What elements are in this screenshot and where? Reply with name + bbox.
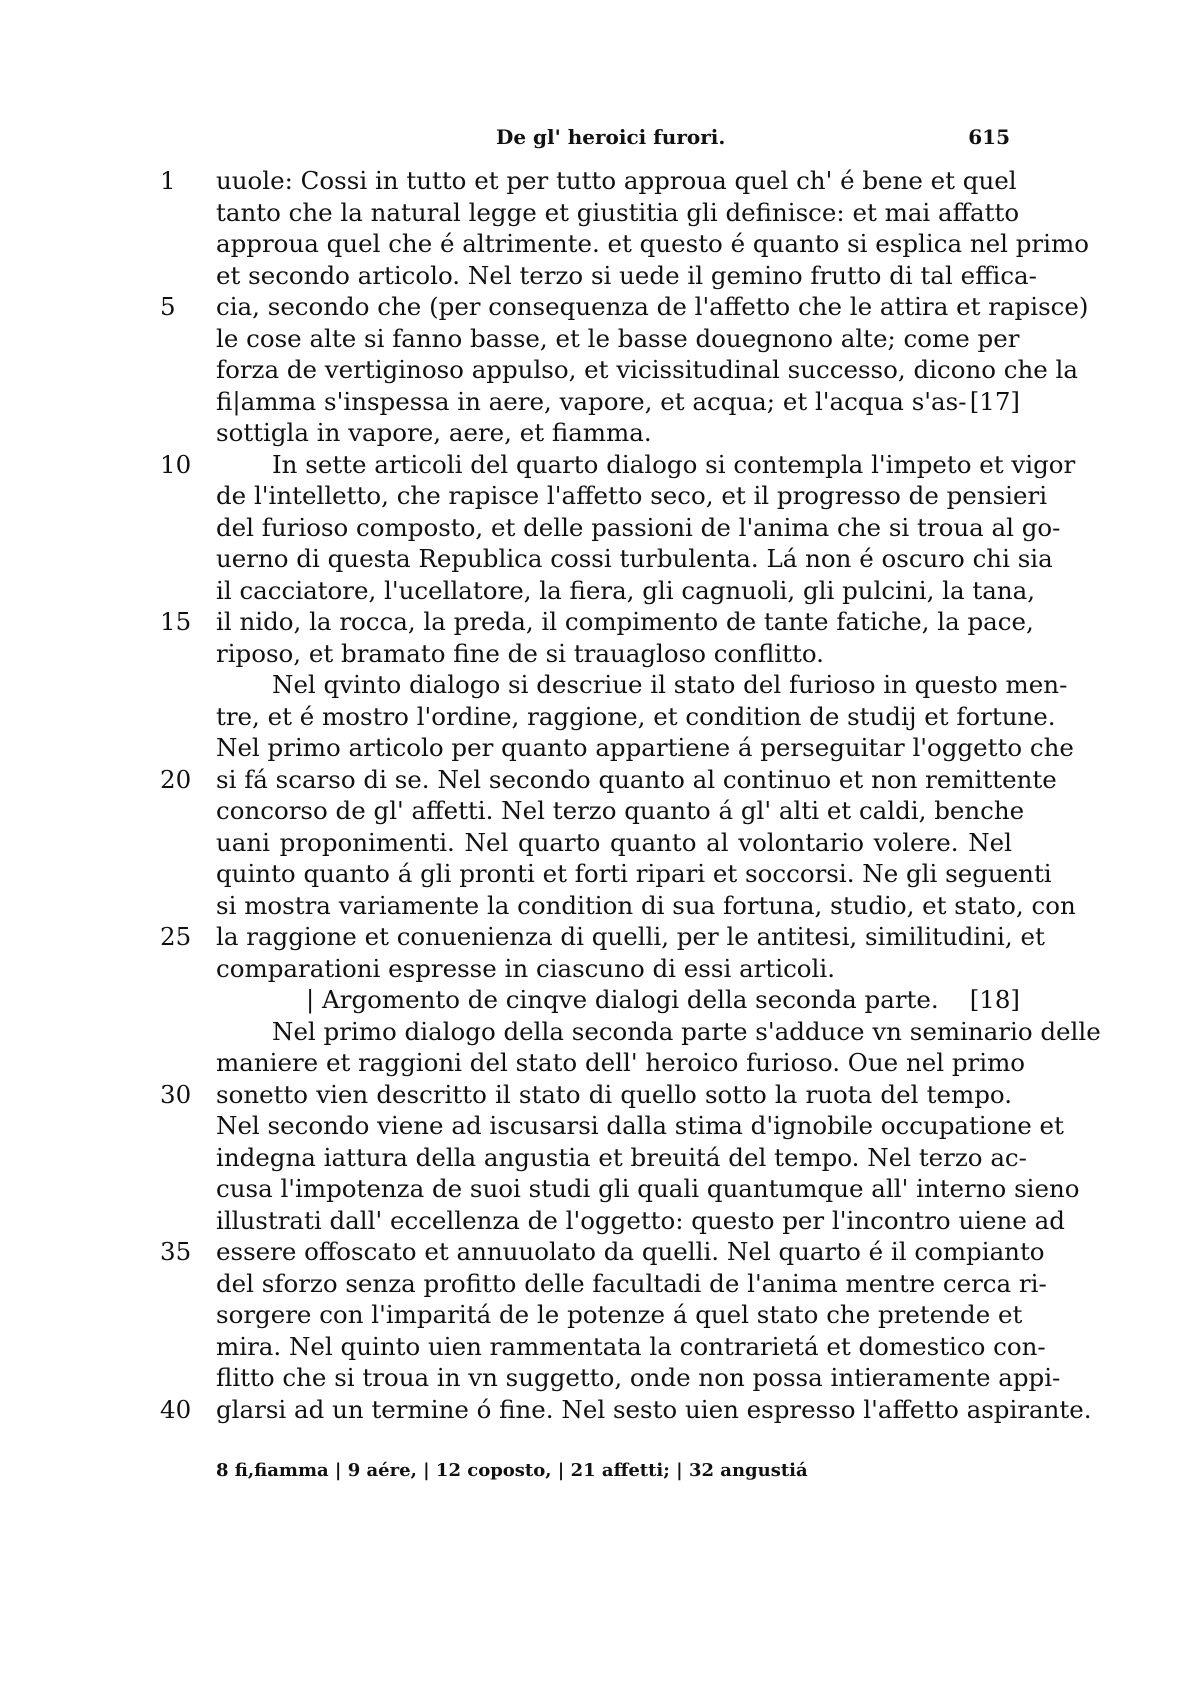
body-text	[160, 165, 1101, 1425]
line-text: forza de vertiginoso appulso, et vicissitudinal successo, dicono che la	[216, 355, 1078, 384]
footnotes: 8 fi,fiamma | 9 aére, | 12 coposto, | 21 affetti; | 32 angustiá	[216, 1460, 808, 1481]
line-text: Nel primo articolo per quanto appartiene á perseguitar l'oggetto che	[216, 733, 1074, 762]
line-text: Nel primo dialogo della seconda parte s'adduce vn seminario delle	[272, 1016, 1101, 1046]
line-text: del sforzo senza profitto delle facultadi de l'anima mentre cerca ri-	[216, 1268, 1047, 1298]
page-number: 615	[968, 125, 1010, 149]
line-text: uuole: Cossi in tutto et per tutto approua quel ch' é bene et quel	[216, 166, 1017, 195]
line-text: si fá scarso di se. Nel secondo quanto al continuo et non remittente	[216, 764, 1057, 794]
line-text: sorgere con l'imparitá de le potenze á quel stato che pretende et	[216, 1300, 1023, 1329]
text-line	[160, 921, 1045, 953]
line-number: 40	[160, 1394, 192, 1424]
text-line	[160, 701, 1056, 733]
line-number: 10	[160, 449, 192, 479]
line-text: comparationi espresse in ciascuno di essi articoli.	[216, 953, 836, 983]
text-line	[160, 1331, 1046, 1363]
text-line	[160, 1205, 1065, 1237]
text-line	[160, 1079, 1020, 1111]
line-text: cia, secondo che (per consequenza de l'affetto che le attira et rapisce)	[216, 292, 1089, 321]
text-line	[160, 354, 1078, 386]
text-line	[160, 669, 1068, 701]
line-number: 1	[160, 166, 176, 195]
line-number: 5	[160, 292, 176, 321]
text-line	[160, 228, 1089, 260]
line-text: In sette articoli del quarto dialogo si contempla l'impeto et vigor	[272, 449, 1076, 479]
section-heading: | Argomento de cinqve dialogi della seconda parte.	[306, 985, 939, 1014]
running-header	[210, 121, 1010, 155]
line-text: maniere et raggioni del stato dell' heroico furioso. Oue nel primo	[216, 1048, 1026, 1077]
line-text: riposo, et bramato fine de si trauagloso conflitto.	[216, 638, 824, 668]
line-text: glarsi ad un termine ó fine. Nel sesto uien espresso l'affetto aspirante.	[216, 1394, 1092, 1424]
text-line	[160, 543, 1053, 575]
line-number: 20	[160, 764, 192, 794]
text-line	[160, 260, 1037, 292]
line-text: sottigla in vapore, aere, et fiamma.	[216, 418, 652, 447]
text-line	[160, 1362, 1061, 1394]
running-title: De gl' heroici furori.	[496, 125, 726, 149]
text-line	[160, 575, 1036, 607]
text-line	[160, 197, 1020, 229]
line-text: tanto che la natural legge et giustitia gli definisce: et mai affatto	[216, 197, 1020, 227]
text-line	[160, 606, 1034, 638]
line-text: de l'intelletto, che rapisce l'affetto seco, et il progresso de pensieri	[216, 481, 1048, 510]
text-line	[160, 732, 1074, 764]
text-line	[160, 827, 1020, 859]
line-text: indegna iattura della angustia et breuitá del tempo. Nel terzo ac-	[216, 1142, 1027, 1172]
line-text: illustrati dall' eccellenza de l'oggetto: questo per l'incontro uiene ad	[216, 1205, 1065, 1235]
line-number: 30	[160, 1079, 192, 1109]
line-text: approua quel che é altrimente. et questo é quanto si esplica nel primo	[216, 229, 1089, 258]
text-line	[160, 449, 1076, 481]
line-text: et secondo articolo. Nel terzo si uede il gemino frutto di tal effica-	[216, 260, 1037, 290]
line-text: fi|amma s'inspessa in aere, vapore, et acqua; et l'acqua s'as-	[216, 386, 967, 416]
line-text: tre, et é mostro l'ordine, raggione, et condition de studij et fortune.	[216, 701, 1056, 731]
text-line	[160, 1236, 1045, 1268]
text-line	[160, 953, 1020, 985]
text-line	[160, 795, 1025, 827]
line-text: mira. Nel quinto uien rammentata la contrarietá et domestico con-	[216, 1331, 1046, 1361]
line-number: 35	[160, 1237, 192, 1266]
line-text: del furioso composto, et delle passioni de l'anima che si troua al go-	[216, 512, 1061, 542]
line-number: 25	[160, 922, 192, 951]
text-line	[160, 1110, 1064, 1142]
line-text: uani proponimenti. Nel quarto quanto al volontario volere. Nel	[216, 827, 1012, 857]
line-number: 15	[160, 607, 192, 636]
text-line	[160, 764, 1057, 796]
line-text: concorso de gl' affetti. Nel terzo quanto á gl' alti et caldi, benche	[216, 796, 1025, 825]
text-line	[160, 638, 1020, 670]
text-line	[160, 1016, 1101, 1048]
text-line	[160, 858, 1052, 890]
text-line	[160, 417, 1020, 449]
line-text: Nel secondo viene ad iscusarsi dalla stima d'ignobile occupatione et	[216, 1111, 1064, 1140]
page-marker: [17]	[969, 386, 1020, 416]
line-text: sonetto vien descritto il stato di quello sotto la ruota del tempo.	[216, 1079, 1012, 1109]
text-line	[160, 1142, 1027, 1174]
text-line	[160, 1173, 1080, 1205]
text-line	[160, 165, 1020, 197]
line-text: quinto quanto á gli pronti et forti ripari et soccorsi. Ne gli seguenti	[216, 859, 1052, 888]
text-line	[160, 1394, 1092, 1426]
line-text: si mostra variamente la condition di sua fortuna, studio, et stato, con	[216, 890, 1076, 920]
line-text: il cacciatore, l'ucellatore, la fiera, gli cagnuoli, gli pulcini, la tana,	[216, 575, 1036, 605]
line-text: la raggione et conuenienza di quelli, per le antitesi, similitudini, et	[216, 922, 1045, 951]
text-line	[160, 1268, 1047, 1300]
line-text: uerno di questa Republica cossi turbulenta. Lá non é oscuro chi sia	[216, 544, 1053, 573]
line-text: cusa l'impotenza de suoi studi gli quali quantumque all' interno sieno	[216, 1174, 1080, 1203]
text-line	[160, 323, 1020, 355]
line-text: essere offoscato et annuuolato da quelli. Nel quarto é il compianto	[216, 1237, 1045, 1266]
text-line	[160, 1299, 1023, 1331]
line-text: il nido, la rocca, la preda, il compimento de tante fatiche, la pace,	[216, 607, 1034, 636]
text-line	[160, 386, 1020, 418]
line-text: flitto che si troua in vn suggetto, onde non possa intieramente appi-	[216, 1363, 1061, 1392]
text-line	[160, 512, 1061, 544]
line-text: Nel qvinto dialogo si descriue il stato del furioso in questo men-	[272, 670, 1068, 699]
text-line	[160, 984, 1020, 1016]
text-line	[160, 1047, 1026, 1079]
text-line	[160, 291, 1089, 323]
text-line	[160, 480, 1048, 512]
page-marker: [18]	[969, 985, 1020, 1014]
text-line	[160, 890, 1076, 922]
line-text: le cose alte si fanno basse, et le basse douegnono alte; come per	[216, 323, 1020, 353]
